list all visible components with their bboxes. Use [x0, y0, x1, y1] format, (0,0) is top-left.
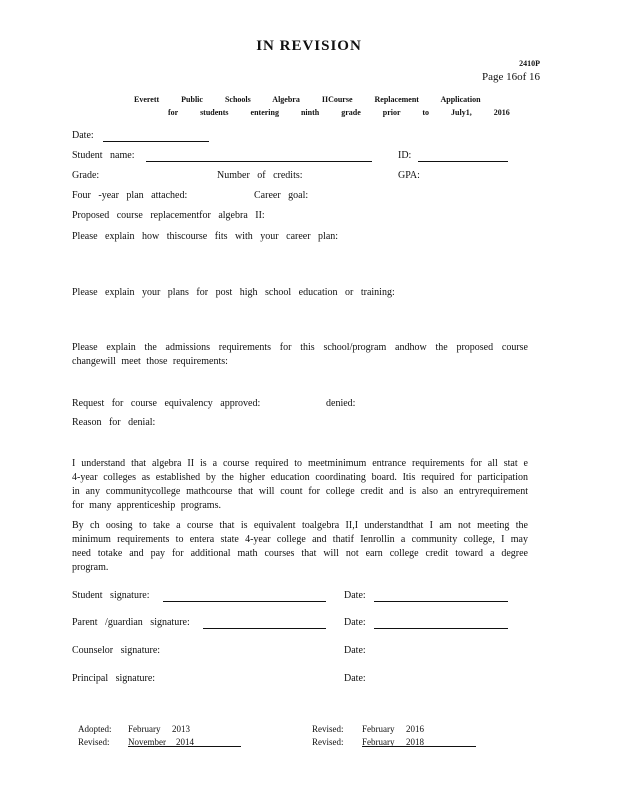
- parent-date-field[interactable]: [374, 628, 508, 629]
- adopted-year: 2013: [172, 724, 190, 734]
- counselor-signature-label: Counselor signature:: [72, 645, 161, 656]
- date-label: Date:: [72, 130, 94, 141]
- proposed-course-label: Proposed course replacementfor algebra II:: [72, 210, 265, 221]
- page-title: IN REVISION: [256, 38, 362, 54]
- denied-label: denied:: [326, 398, 356, 409]
- page-number: Page 16of 16: [481, 71, 540, 83]
- student-name-label: Student name:: [72, 150, 135, 161]
- principal-date-label: Date:: [344, 673, 366, 684]
- parent-date-label: Date:: [344, 617, 366, 628]
- revised-month: November: [128, 737, 166, 747]
- id-field[interactable]: [418, 161, 508, 162]
- revised-label: Revised:: [312, 737, 344, 747]
- four-year-plan-label: Four -year plan attached:: [72, 190, 188, 201]
- adopted-label: Adopted:: [78, 724, 112, 734]
- revised-year: 2016: [406, 724, 424, 734]
- id-label: ID:: [398, 150, 412, 161]
- explain-career-label: Please explain how thiscourse fits with your career plan:: [72, 231, 339, 242]
- revised-label: Revised:: [78, 737, 110, 747]
- parent-signature-label: Parent /guardian signature:: [72, 617, 190, 628]
- choosing-paragraph: By ch oosing to take a course that is equivalent toalgebra II,I understandthat I am not meeting the minimum requirements to entera state 4-year college and thatif Ienrollin a community college, I may need totake and pay for additional math courses that will not earn college credit toward a degree program.: [72, 520, 528, 573]
- student-date-field[interactable]: [374, 601, 508, 602]
- student-date-label: Date:: [344, 590, 366, 601]
- revised-year: 2018: [406, 737, 424, 747]
- revised-month: February: [362, 737, 395, 747]
- gpa-label: GPA:: [398, 170, 420, 181]
- adopted-month: February: [128, 724, 161, 734]
- student-name-field[interactable]: [146, 161, 372, 162]
- policy-code: 2410P: [519, 59, 540, 68]
- reason-denial-label: Reason for denial:: [72, 417, 156, 428]
- explain-admissions-label: Please explain the admissions requirements for this school/program andhow the proposed course changewill meet those requirements:: [72, 342, 528, 367]
- student-signature-field[interactable]: [163, 601, 326, 602]
- understand-paragraph: I understand that algebra II is a course required to meetminimum entrance requirements for all stat e 4-year colleges as established by the higher education coordinating board. Itis required for participation in any communitycollege mathcourse that will count for college credit and is also an entryrequirement for many apprenticeship programs.: [72, 458, 528, 511]
- form-heading-line2: for students entering ninth grade prior to July1, 2016: [168, 108, 510, 117]
- student-signature-label: Student signature:: [72, 590, 150, 601]
- principal-signature-label: Principal signature:: [72, 673, 156, 684]
- credits-label: Number of credits:: [217, 170, 303, 181]
- footer-rule-right: [362, 746, 476, 747]
- explain-post-high-school-label: Please explain your plans for post high school education or training:: [72, 287, 395, 298]
- career-goal-label: Career goal:: [254, 190, 309, 201]
- request-approved-label: Request for course equivalency approved:: [72, 398, 261, 409]
- revised-month: February: [362, 724, 395, 734]
- form-heading-line1: Everett Public Schools Algebra IICourse Replacement Application: [134, 95, 481, 104]
- counselor-date-label: Date:: [344, 645, 366, 656]
- revised-year: 2014: [176, 737, 194, 747]
- footer-rule-left: [128, 746, 241, 747]
- grade-label: Grade:: [72, 170, 100, 181]
- revised-label: Revised:: [312, 724, 344, 734]
- parent-signature-field[interactable]: [203, 628, 326, 629]
- date-field[interactable]: [103, 141, 209, 142]
